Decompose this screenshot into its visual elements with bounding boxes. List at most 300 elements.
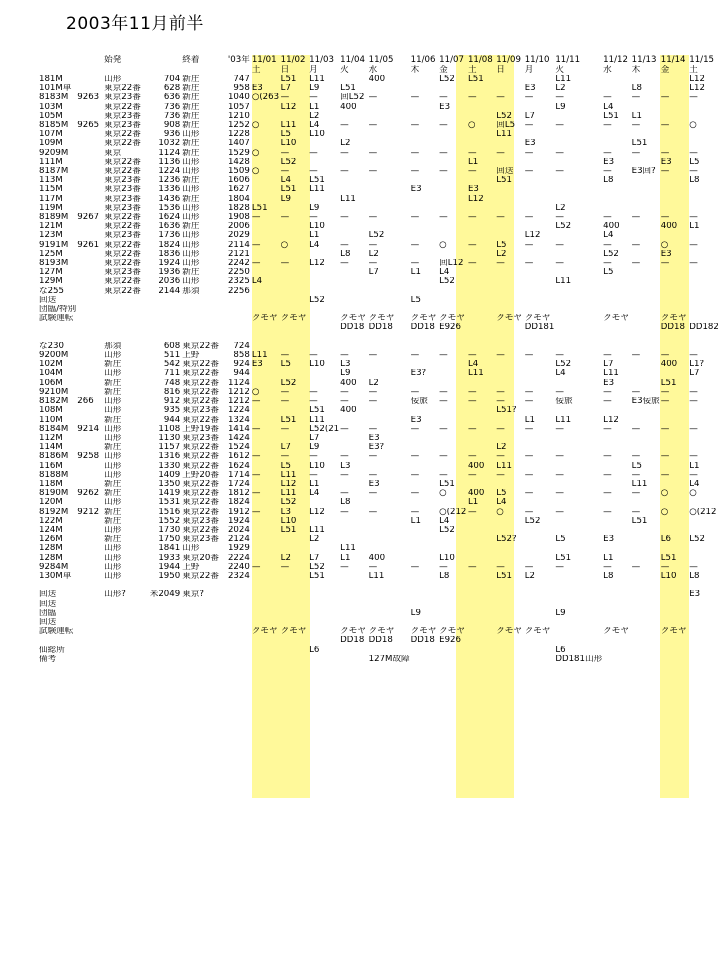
alt-number	[76, 563, 103, 572]
formation-cell	[467, 517, 495, 526]
formation-cell	[660, 600, 688, 609]
formation-cell	[554, 581, 602, 590]
destination: 新庄	[182, 121, 200, 131]
formation-cell: L11	[496, 461, 512, 471]
formation-cell	[339, 572, 367, 581]
formation-cell	[688, 627, 719, 636]
header-date: 11/03	[309, 55, 334, 65]
formation-cell	[602, 434, 630, 443]
formation-cell: —	[340, 148, 349, 158]
formation-cell: —	[309, 387, 318, 397]
formation-cell: —	[439, 121, 448, 131]
departure-time: 1933	[158, 553, 181, 563]
table-row	[38, 452, 719, 461]
formation-cell: —	[280, 387, 290, 397]
formation-cell	[602, 609, 630, 618]
formation-cell	[688, 305, 719, 314]
departure-time	[149, 314, 181, 323]
formation-cell	[280, 581, 308, 590]
formation-cell: —	[410, 240, 420, 250]
formation-cell	[688, 379, 719, 388]
formation-cell: —	[280, 452, 290, 462]
formation-cell	[251, 600, 280, 609]
arrival-time	[221, 655, 251, 664]
formation-cell: L7	[603, 360, 614, 370]
formation-cell	[410, 231, 438, 240]
formation-cell	[251, 250, 280, 259]
formation-cell: —	[368, 397, 378, 407]
formation-cell	[660, 498, 688, 507]
formation-cell	[467, 112, 495, 121]
arrival-time: 1509	[227, 167, 250, 177]
formation-cell: —	[251, 213, 261, 223]
table-row	[38, 305, 719, 314]
table-row	[38, 646, 719, 655]
formation-cell	[524, 462, 555, 471]
formation-cell	[251, 333, 280, 342]
alt-number: 9261	[77, 240, 100, 250]
formation-cell: L1	[467, 498, 479, 508]
formation-cell	[602, 130, 630, 139]
table-row	[38, 185, 719, 194]
alt-number	[76, 590, 103, 599]
formation-cell	[554, 112, 602, 121]
formation-cell	[251, 287, 280, 296]
formation-cell: DD18	[368, 323, 393, 333]
alt-number	[76, 250, 103, 259]
train-number: 108M	[39, 406, 63, 416]
header-weekday: 月	[309, 65, 318, 75]
formation-cell: L4	[689, 479, 700, 489]
alt-number	[76, 388, 103, 397]
departure-time: 711	[163, 369, 181, 379]
formation-cell	[524, 655, 555, 664]
origin: 山形	[104, 525, 122, 535]
departure-time: 736	[163, 102, 181, 112]
formation-cell	[688, 333, 719, 342]
formation-cell: L5	[280, 130, 291, 140]
table-row	[38, 517, 719, 526]
formation-cell: —	[689, 387, 698, 397]
formation-cell: L5	[410, 295, 421, 305]
departure-time	[149, 609, 181, 618]
formation-cell	[467, 609, 495, 618]
alt-number	[76, 185, 103, 194]
departure-time: 1824	[158, 240, 181, 250]
formation-cell: —	[340, 351, 349, 361]
formation-cell	[251, 268, 280, 277]
formation-cell: —	[555, 167, 564, 177]
arrival-time: 1040	[227, 93, 250, 103]
formation-cell	[660, 406, 688, 415]
formation-cell	[688, 268, 719, 277]
formation-cell: —	[631, 489, 641, 499]
formation-cell	[524, 544, 555, 553]
formation-cell: L4	[251, 277, 263, 287]
arrival-time	[221, 305, 251, 314]
arrival-time: 2250	[227, 268, 250, 278]
formation-cell: E3	[410, 185, 422, 195]
formation-cell: —	[660, 148, 670, 158]
formation-cell	[410, 554, 438, 563]
formation-cell	[524, 342, 555, 351]
formation-cell	[660, 590, 688, 599]
formation-cell	[495, 646, 523, 655]
header-date: 11/12	[603, 55, 628, 65]
departure-time: 628	[163, 84, 181, 94]
formation-cell: —	[309, 351, 318, 361]
formation-cell	[660, 369, 688, 378]
formation-cell: L2	[280, 553, 291, 563]
formation-cell	[660, 544, 688, 553]
departure-time: 1536	[158, 203, 181, 213]
formation-cell: —	[660, 351, 670, 361]
formation-cell	[631, 627, 660, 636]
formation-cell: —	[660, 387, 670, 397]
train-number: 129M	[39, 277, 63, 287]
formation-cell	[495, 609, 523, 618]
formation-cell	[554, 287, 602, 296]
origin: 新庄	[104, 535, 122, 545]
departure-time: 2036	[158, 277, 181, 287]
formation-cell	[438, 231, 467, 240]
alt-number	[76, 379, 103, 388]
formation-cell	[467, 222, 495, 231]
formation-cell: —	[603, 240, 612, 250]
formation-cell: —	[439, 452, 448, 462]
formation-cell	[688, 618, 719, 627]
formation-cell: L9	[280, 194, 291, 204]
formation-cell	[495, 600, 523, 609]
formation-cell: —	[467, 351, 477, 361]
formation-cell	[467, 277, 495, 286]
formation-cell	[251, 646, 280, 655]
formation-cell	[602, 342, 630, 351]
formation-cell	[602, 296, 630, 305]
formation-cell: クモヤ	[496, 314, 523, 324]
formation-cell: E3	[410, 415, 422, 425]
formation-cell: —	[631, 424, 641, 434]
destination: 山形	[182, 157, 200, 167]
alt-number	[76, 139, 103, 148]
train-number: 126M	[39, 535, 63, 545]
alt-number: 9267	[77, 213, 100, 223]
origin: 東京22番	[104, 157, 141, 167]
formation-cell	[495, 342, 523, 351]
formation-cell	[554, 130, 602, 139]
alt-number	[76, 195, 103, 204]
arrival-time: 1912	[227, 507, 250, 517]
header-date: 11/05	[368, 55, 394, 65]
table-body	[38, 75, 719, 664]
formation-cell	[410, 139, 438, 148]
train-number: 121M	[39, 222, 63, 232]
formation-cell	[438, 443, 467, 452]
table-row	[38, 139, 719, 148]
formation-cell: —	[368, 562, 378, 572]
origin: 東京22番	[104, 213, 141, 223]
formation-cell: L10	[280, 139, 297, 149]
formation-cell	[660, 103, 688, 112]
formation-cell	[251, 554, 280, 563]
formation-cell	[438, 158, 467, 167]
formation-cell	[631, 544, 660, 553]
train-number: 128M	[39, 544, 63, 554]
arrival-time: 2240	[227, 562, 250, 572]
formation-cell	[631, 646, 660, 655]
formation-cell	[308, 158, 339, 167]
origin: 新庄	[104, 360, 122, 370]
formation-cell	[660, 277, 688, 286]
header-date: 11/07	[439, 55, 464, 65]
formation-cell	[410, 618, 438, 627]
formation-cell: L9	[555, 608, 566, 618]
formation-cell: —	[439, 424, 448, 434]
formation-cell	[467, 231, 495, 240]
destination	[181, 618, 220, 627]
formation-cell: 400	[603, 222, 620, 232]
table-row	[38, 535, 719, 544]
formation-cell: —	[368, 351, 378, 361]
formation-cell: —	[631, 452, 641, 462]
formation-cell: L10	[309, 360, 325, 370]
formation-cell	[495, 277, 523, 286]
origin: 山形	[104, 470, 122, 480]
formation-cell: —	[524, 452, 534, 462]
formation-cell	[368, 204, 410, 213]
formation-cell	[602, 480, 630, 489]
formation-cell: L11	[368, 571, 385, 581]
formation-cell	[554, 268, 602, 277]
formation-cell	[438, 369, 467, 378]
formation-cell	[688, 112, 719, 121]
formation-cell	[410, 600, 438, 609]
train-number: 8190M	[39, 489, 69, 499]
formation-cell: —	[555, 93, 564, 103]
formation-cell	[495, 655, 523, 664]
formation-cell	[467, 139, 495, 148]
formation-cell: 400	[340, 378, 357, 388]
formation-cell: L52	[689, 535, 705, 545]
alt-number	[76, 314, 103, 323]
formation-cell: E3	[439, 102, 451, 112]
formation-cell: —	[524, 148, 534, 158]
formation-cell: —	[496, 470, 505, 480]
formation-cell: L51	[280, 185, 297, 195]
arrival-time	[221, 600, 251, 609]
formation-cell	[438, 139, 467, 148]
arrival-time: 858	[233, 351, 250, 361]
formation-cell	[438, 204, 467, 213]
destination	[181, 333, 220, 342]
table-row	[38, 84, 719, 93]
alt-number	[76, 176, 103, 185]
destination: 新庄	[182, 84, 200, 94]
header-weekday: 水	[603, 65, 612, 75]
destination: 新庄	[182, 148, 200, 158]
formation-cell	[631, 416, 660, 425]
table-row	[38, 93, 719, 102]
formation-cell: 400	[340, 406, 357, 416]
formation-cell: —	[689, 93, 698, 103]
formation-cell	[660, 434, 688, 443]
formation-cell: —	[689, 167, 698, 177]
formation-cell: L5	[689, 157, 700, 167]
formation-cell: —	[603, 213, 612, 223]
destination: 山形	[182, 240, 200, 250]
formation-cell: —	[410, 93, 420, 103]
train-number: 8183M	[39, 93, 69, 103]
formation-cell: —	[439, 351, 448, 361]
formation-cell	[410, 277, 438, 286]
arrival-time	[221, 636, 251, 645]
train-number: 124M	[39, 525, 63, 535]
alt-number	[76, 600, 103, 609]
formation-cell: —	[368, 507, 378, 517]
origin	[103, 618, 149, 627]
formation-cell: L12	[309, 259, 325, 269]
alt-number	[76, 618, 103, 627]
destination	[181, 646, 220, 655]
origin: 新庄	[104, 443, 122, 453]
origin	[103, 333, 149, 342]
train-number: 回送	[39, 295, 57, 305]
formation-cell	[368, 130, 410, 139]
formation-cell	[467, 480, 495, 489]
destination: 東京22番	[182, 571, 219, 581]
formation-cell	[467, 333, 495, 342]
formation-cell: L1	[309, 102, 320, 112]
formation-cell	[602, 544, 630, 553]
arrival-time: 724	[233, 341, 250, 351]
formation-cell: L10	[660, 571, 677, 581]
table-row	[38, 498, 719, 507]
arrival-time: 2121	[227, 249, 250, 259]
alt-number	[76, 305, 103, 314]
header-date: 11/06	[410, 55, 436, 65]
alt-number	[76, 277, 103, 286]
formation-cell	[368, 581, 410, 590]
table-row	[38, 112, 719, 121]
arrival-time: 747	[233, 75, 250, 84]
table-row	[38, 508, 719, 517]
formation-cell: —	[467, 259, 477, 269]
origin: 山形	[104, 406, 122, 416]
formation-cell: クモヤ	[410, 627, 437, 637]
table-row	[38, 241, 719, 250]
formation-cell: —	[603, 93, 612, 103]
formation-cell	[410, 287, 438, 296]
destination: 新庄	[182, 268, 200, 278]
formation-cell	[660, 231, 688, 240]
formation-cell: L11	[631, 479, 648, 489]
formation-cell	[495, 379, 523, 388]
formation-cell: L2	[309, 535, 320, 545]
origin: 東京22番	[104, 130, 141, 140]
formation-cell: L5	[631, 461, 642, 471]
formation-cell	[688, 231, 719, 240]
formation-cell	[660, 130, 688, 139]
arrival-time: 958	[233, 84, 250, 94]
formation-cell	[410, 130, 438, 139]
formation-cell	[410, 75, 438, 84]
formation-cell: E3	[368, 479, 380, 489]
alt-number	[76, 581, 103, 590]
formation-cell	[251, 323, 280, 332]
formation-cell	[554, 572, 602, 581]
header-date: 11/09	[496, 55, 521, 65]
formation-cell: —	[280, 562, 290, 572]
formation-cell: —	[340, 387, 349, 397]
formation-cell: 佞旅	[410, 397, 428, 407]
arrival-time: 1724	[227, 479, 250, 489]
alt-number: 9214	[77, 424, 100, 434]
train-number: 111M	[39, 157, 63, 167]
header-departure: 始発	[104, 55, 122, 65]
formation-cell: L6	[309, 645, 320, 655]
formation-cell	[524, 600, 555, 609]
formation-cell: ○(212	[439, 507, 467, 517]
formation-cell: —	[524, 507, 534, 517]
formation-cell: —	[496, 351, 505, 361]
formation-cell: —	[410, 121, 420, 131]
destination: 東京23番	[182, 406, 219, 416]
formation-cell: —	[555, 121, 564, 131]
departure-time: 1336	[158, 185, 181, 195]
arrival-time	[221, 609, 251, 618]
formation-cell	[368, 416, 410, 425]
formation-cell	[495, 287, 523, 296]
formation-cell	[688, 526, 719, 535]
departure-time: 1516	[158, 507, 181, 517]
formation-cell	[688, 636, 719, 645]
origin: 新庄	[104, 479, 122, 489]
destination: 山形	[182, 130, 200, 140]
formation-cell: E3	[524, 139, 536, 149]
formation-cell: —	[555, 507, 564, 517]
formation-cell	[602, 195, 630, 204]
destination: 新庄	[182, 222, 200, 232]
alt-number: 9262	[77, 489, 100, 499]
formation-cell	[602, 323, 630, 332]
train-number: な255	[39, 286, 64, 296]
formation-cell: —	[660, 93, 670, 103]
arrival-time	[221, 314, 251, 323]
formation-cell	[524, 296, 555, 305]
alt-number	[76, 526, 103, 535]
formation-cell: —	[410, 148, 420, 158]
origin: 東京22番	[104, 259, 141, 269]
table-row	[38, 158, 719, 167]
formation-cell	[308, 323, 339, 332]
formation-cell: —	[309, 148, 318, 158]
origin: 山形	[104, 424, 122, 434]
departure-time: 1236	[158, 176, 181, 186]
origin	[103, 314, 149, 323]
formation-cell	[339, 434, 367, 443]
origin: 東京23番	[104, 268, 141, 278]
formation-cell: クモヤ	[340, 314, 366, 324]
table-row	[38, 636, 719, 645]
formation-cell: L51	[309, 406, 325, 416]
formation-cell	[339, 526, 367, 535]
departure-time	[149, 581, 181, 590]
formation-cell: L51	[251, 203, 268, 213]
formation-cell	[660, 342, 688, 351]
departure-time: 736	[163, 111, 181, 121]
arrival-time: 2006	[227, 222, 250, 232]
formation-cell: L1	[309, 479, 320, 489]
